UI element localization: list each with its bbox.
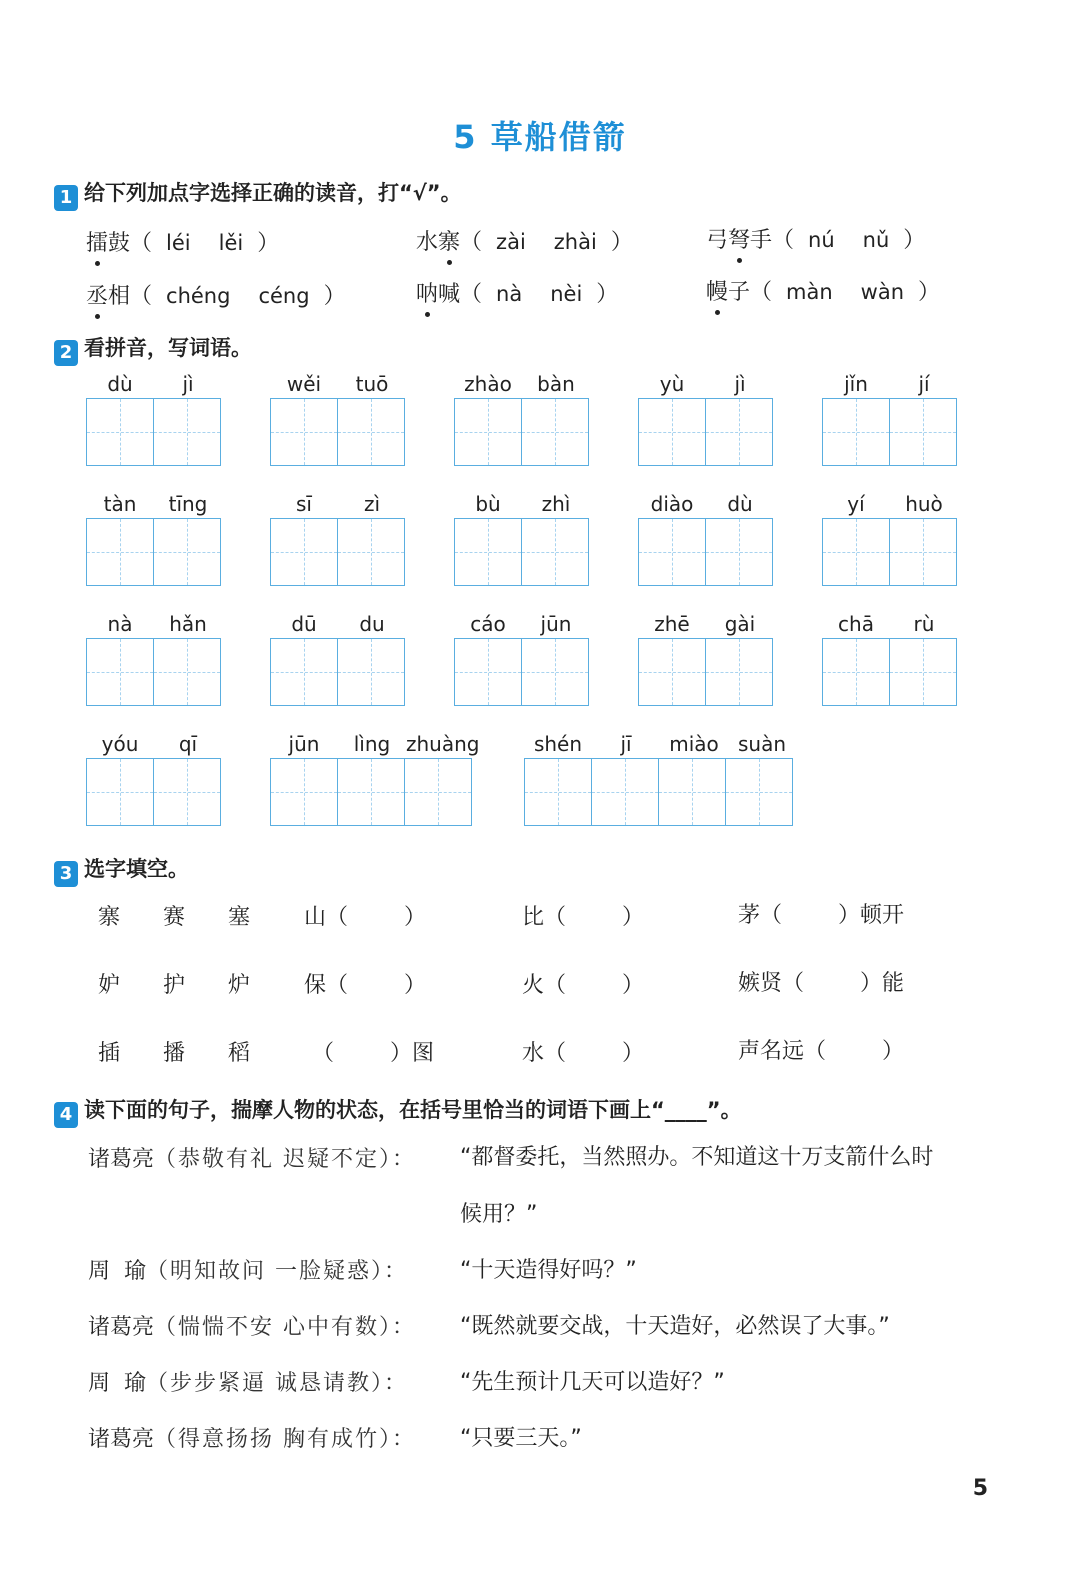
pinyin-row xyxy=(638,370,774,398)
section-instruction: 选字填空。 xyxy=(84,857,189,881)
writing-cell[interactable] xyxy=(154,639,220,705)
writing-cell[interactable] xyxy=(154,399,220,465)
pinyin-syllable: jǐn xyxy=(844,372,868,396)
pinyin-syllable: bàn xyxy=(537,372,575,396)
pinyin-syllable: jūn xyxy=(288,732,320,756)
fill-blank[interactable]: 火（ ） xyxy=(522,973,644,998)
speaker: 诸葛亮 xyxy=(88,1315,155,1340)
option-b[interactable]: nèi xyxy=(550,282,583,306)
writing-cell[interactable] xyxy=(338,399,404,465)
option-a[interactable]: zài xyxy=(496,230,526,254)
section-number: 2 xyxy=(54,340,78,366)
pronunciation-item: 擂鼓（ léi lěi ） xyxy=(86,226,279,257)
dotted-char: 幔 xyxy=(706,275,728,306)
pinyin-syllable: shén xyxy=(533,732,583,756)
section-number: 4 xyxy=(54,1102,78,1128)
pinyin-syllable: bù xyxy=(475,492,501,516)
fill-blank[interactable]: 嫉贤（ ）能 xyxy=(738,971,904,996)
pinyin-row xyxy=(638,490,774,518)
pinyin-word xyxy=(454,370,590,466)
state-options[interactable]: （得意扬扬 胸有成竹）： xyxy=(154,1427,417,1452)
pinyin-word xyxy=(524,730,796,826)
tianzige-boxes xyxy=(454,638,589,706)
dialogue-quote: “既然就要交战，十天造好，必然误了大事。” xyxy=(460,1314,890,1339)
pinyin-syllable: yóu xyxy=(101,732,139,756)
fill-blank[interactable]: （ ）图 xyxy=(312,1041,434,1066)
tianzige-boxes xyxy=(86,518,221,586)
writing-cell[interactable] xyxy=(271,519,338,585)
writing-cell[interactable] xyxy=(271,639,338,705)
dialogue-line xyxy=(88,1254,408,1285)
pinyin-syllable: suàn xyxy=(737,732,787,756)
option-b[interactable]: céng xyxy=(258,284,310,308)
pinyin-syllable: huò xyxy=(905,492,943,516)
tianzige-boxes xyxy=(86,398,221,466)
pinyin-syllable: lìng xyxy=(353,732,391,756)
tianzige-boxes xyxy=(270,758,472,826)
tianzige-boxes xyxy=(270,398,405,466)
pinyin-syllable: jì xyxy=(182,372,194,396)
pinyin-row xyxy=(86,730,222,758)
pinyin-syllable: qī xyxy=(178,732,198,756)
state-options[interactable]: （惴惴不安 心中有数）： xyxy=(154,1315,417,1340)
tianzige-boxes xyxy=(270,518,405,586)
tianzige-boxes xyxy=(454,398,589,466)
writing-cell[interactable] xyxy=(639,639,706,705)
fill-blank[interactable]: 水（ ） xyxy=(522,1041,644,1066)
pinyin-row xyxy=(524,730,796,758)
fill-blank[interactable]: 茅（ ）顿开 xyxy=(738,903,904,928)
writing-cell[interactable] xyxy=(639,399,706,465)
pinyin-row xyxy=(454,370,590,398)
writing-cell[interactable] xyxy=(338,639,404,705)
pinyin-syllable: jūn xyxy=(540,612,572,636)
dialogue-quote: “只要三天。” xyxy=(460,1426,582,1451)
writing-cell[interactable] xyxy=(706,639,772,705)
pinyin-row xyxy=(270,490,406,518)
dialogue-quote-cont: 候用？” xyxy=(460,1202,538,1227)
option-b[interactable]: wàn xyxy=(860,280,905,304)
writing-cell[interactable] xyxy=(890,639,956,705)
dialogue-quote: “十天造得好吗？” xyxy=(460,1258,637,1283)
pronunciation-item: 呐喊（ nà nèi ） xyxy=(416,277,618,308)
pinyin-word xyxy=(822,370,958,466)
pinyin-syllable: dū xyxy=(291,612,317,636)
tianzige-boxes xyxy=(638,518,773,586)
pinyin-syllable: cáo xyxy=(470,612,506,636)
pinyin-row xyxy=(822,490,958,518)
pinyin-syllable: zhē xyxy=(654,612,690,636)
lesson-title: 5 草船借箭 xyxy=(453,118,627,156)
option-a[interactable]: léi xyxy=(166,231,191,255)
pinyin-syllable: rù xyxy=(913,612,935,636)
pinyin-syllable: tàn xyxy=(103,492,137,516)
char-choices: 插 播 稻 xyxy=(98,1041,268,1066)
pinyin-syllable: zì xyxy=(363,492,381,516)
page-number: 5 xyxy=(972,1476,988,1501)
pinyin-syllable: tīng xyxy=(168,492,208,516)
pinyin-word xyxy=(270,610,406,706)
pinyin-syllable: dù xyxy=(107,372,133,396)
fill-blank[interactable]: 比（ ） xyxy=(522,905,644,930)
pinyin-word xyxy=(86,490,222,586)
pinyin-syllable: nà xyxy=(107,612,133,636)
writing-cell[interactable] xyxy=(726,759,792,825)
dotted-char: 呐 xyxy=(416,277,438,308)
char-choices: 寨 赛 塞 xyxy=(98,905,268,930)
pinyin-syllable: jì xyxy=(734,372,746,396)
pinyin-syllable: diào xyxy=(650,492,694,516)
writing-cell[interactable] xyxy=(271,759,338,825)
writing-cell[interactable] xyxy=(823,399,890,465)
pinyin-syllable: zhì xyxy=(541,492,571,516)
writing-cell[interactable] xyxy=(522,519,588,585)
writing-cell[interactable] xyxy=(338,519,404,585)
writing-cell[interactable] xyxy=(338,759,405,825)
pinyin-word xyxy=(86,730,222,826)
pinyin-syllable: gài xyxy=(724,612,756,636)
pronunciation-item: 水寨（ zài zhài ） xyxy=(416,225,633,256)
option-a[interactable]: màn xyxy=(786,280,833,304)
writing-cell[interactable] xyxy=(639,519,706,585)
writing-cell[interactable] xyxy=(525,759,592,825)
pinyin-row xyxy=(86,610,222,638)
pinyin-row xyxy=(454,490,590,518)
option-a[interactable]: nú xyxy=(808,228,835,252)
writing-cell[interactable] xyxy=(405,759,471,825)
dotted-char: 丞 xyxy=(86,279,108,310)
writing-cell[interactable] xyxy=(455,519,522,585)
dialogue-line xyxy=(88,1310,416,1341)
pinyin-row xyxy=(86,370,222,398)
writing-cell[interactable] xyxy=(455,399,522,465)
pinyin-row xyxy=(270,370,406,398)
writing-cell[interactable] xyxy=(271,399,338,465)
writing-cell[interactable] xyxy=(455,639,522,705)
dialogue-quote: “都督委托，当然照办。不知道这十万支箭什么时 xyxy=(460,1145,934,1170)
speaker: 诸葛亮 xyxy=(88,1427,155,1452)
dialogue-quote: “先生预计几天可以造好？” xyxy=(460,1370,725,1395)
tianzige-boxes xyxy=(524,758,793,826)
pinyin-word xyxy=(270,370,406,466)
option-b[interactable]: lěi xyxy=(218,231,244,255)
pinyin-syllable: jí xyxy=(918,372,930,396)
pinyin-syllable: dù xyxy=(727,492,753,516)
pinyin-row xyxy=(638,610,774,638)
pinyin-word xyxy=(270,490,406,586)
writing-cell[interactable] xyxy=(890,399,956,465)
pinyin-row xyxy=(86,490,222,518)
pinyin-word xyxy=(454,490,590,586)
section-number: 3 xyxy=(54,861,78,887)
dialogue-line xyxy=(88,1366,408,1397)
tianzige-boxes xyxy=(454,518,589,586)
pinyin-word xyxy=(638,370,774,466)
writing-cell[interactable] xyxy=(592,759,659,825)
dialogue-line xyxy=(88,1422,416,1453)
section-2-heading xyxy=(54,332,252,366)
pinyin-syllable: zhào xyxy=(464,372,512,396)
pinyin-row xyxy=(454,610,590,638)
pinyin-row xyxy=(822,370,958,398)
pinyin-row xyxy=(270,730,480,758)
fill-blank[interactable]: 山（ ） xyxy=(304,905,426,930)
section-instruction: 给下列加点字选择正确的读音，打“√”。 xyxy=(84,181,462,205)
dialogue-line xyxy=(88,1142,416,1173)
speaker: 周 瑜 xyxy=(88,1371,146,1396)
pinyin-syllable: wěi xyxy=(286,372,322,396)
pinyin-word xyxy=(822,490,958,586)
pinyin-word xyxy=(822,610,958,706)
writing-cell[interactable] xyxy=(706,519,772,585)
writing-cell[interactable] xyxy=(87,399,154,465)
pronunciation-item: 弓弩手（ nú nǔ ） xyxy=(706,223,925,254)
pinyin-word xyxy=(86,370,222,466)
pronunciation-item: 丞相（ chéng céng ） xyxy=(86,279,346,310)
state-options[interactable]: （步步紧逼 诚恳请教）： xyxy=(146,1371,408,1396)
option-b[interactable]: nǔ xyxy=(862,228,890,252)
state-options[interactable]: （恭敬有礼 迟疑不定）： xyxy=(154,1147,417,1172)
option-a[interactable]: nà xyxy=(496,282,523,306)
writing-cell[interactable] xyxy=(823,519,890,585)
pinyin-word xyxy=(638,490,774,586)
writing-cell[interactable] xyxy=(890,519,956,585)
pinyin-syllable: chā xyxy=(838,612,874,636)
tianzige-boxes xyxy=(86,638,221,706)
writing-cell[interactable] xyxy=(87,759,154,825)
section-number: 1 xyxy=(54,185,78,211)
speaker: 周 瑜 xyxy=(88,1259,146,1284)
writing-cell[interactable] xyxy=(659,759,726,825)
tianzige-boxes xyxy=(638,398,773,466)
writing-cell[interactable] xyxy=(87,639,154,705)
writing-cell[interactable] xyxy=(87,519,154,585)
writing-cell[interactable] xyxy=(154,519,220,585)
tianzige-boxes xyxy=(270,638,405,706)
writing-cell[interactable] xyxy=(706,399,772,465)
writing-cell[interactable] xyxy=(522,639,588,705)
pinyin-syllable: zhuàng xyxy=(406,732,480,756)
pinyin-syllable: miào xyxy=(669,732,719,756)
option-b[interactable]: zhài xyxy=(553,230,597,254)
fill-blank[interactable]: 保（ ） xyxy=(304,973,426,998)
tianzige-boxes xyxy=(638,638,773,706)
option-a[interactable]: chéng xyxy=(166,284,231,308)
section-1-heading xyxy=(54,177,462,211)
tianzige-boxes xyxy=(86,758,221,826)
writing-cell[interactable] xyxy=(154,759,220,825)
pinyin-row xyxy=(270,610,406,638)
pinyin-word xyxy=(86,610,222,706)
pinyin-syllable: du xyxy=(359,612,385,636)
writing-cell[interactable] xyxy=(522,399,588,465)
section-instruction: 读下面的句子，揣摩人物的状态，在括号里恰当的词语下画上“____”。 xyxy=(84,1098,742,1122)
pinyin-word xyxy=(638,610,774,706)
pronunciation-item: 幔子（ màn wàn ） xyxy=(706,275,940,306)
tianzige-boxes xyxy=(822,518,957,586)
pinyin-word xyxy=(270,730,480,826)
writing-cell[interactable] xyxy=(823,639,890,705)
section-4-heading xyxy=(54,1094,742,1128)
pinyin-syllable: hǎn xyxy=(169,612,207,636)
dotted-char: 弩 xyxy=(728,223,750,254)
pinyin-syllable: tuō xyxy=(355,372,389,396)
char-choices: 妒 护 炉 xyxy=(98,973,268,998)
pinyin-syllable: jī xyxy=(620,732,632,756)
tianzige-boxes xyxy=(822,398,957,466)
tianzige-boxes xyxy=(822,638,957,706)
pinyin-syllable: sī xyxy=(296,492,312,516)
speaker: 诸葛亮 xyxy=(88,1147,155,1172)
dotted-char: 擂 xyxy=(86,226,108,257)
fill-blank[interactable]: 声名远（ ） xyxy=(738,1039,904,1064)
pinyin-syllable: yí xyxy=(847,492,865,516)
section-instruction: 看拼音，写词语。 xyxy=(84,336,252,360)
state-options[interactable]: （明知故问 一脸疑惑）： xyxy=(146,1259,408,1284)
dotted-char: 寨 xyxy=(438,225,460,256)
section-3-heading xyxy=(54,853,189,887)
pinyin-row xyxy=(822,610,958,638)
pinyin-syllable: yù xyxy=(659,372,685,396)
pinyin-word xyxy=(454,610,590,706)
